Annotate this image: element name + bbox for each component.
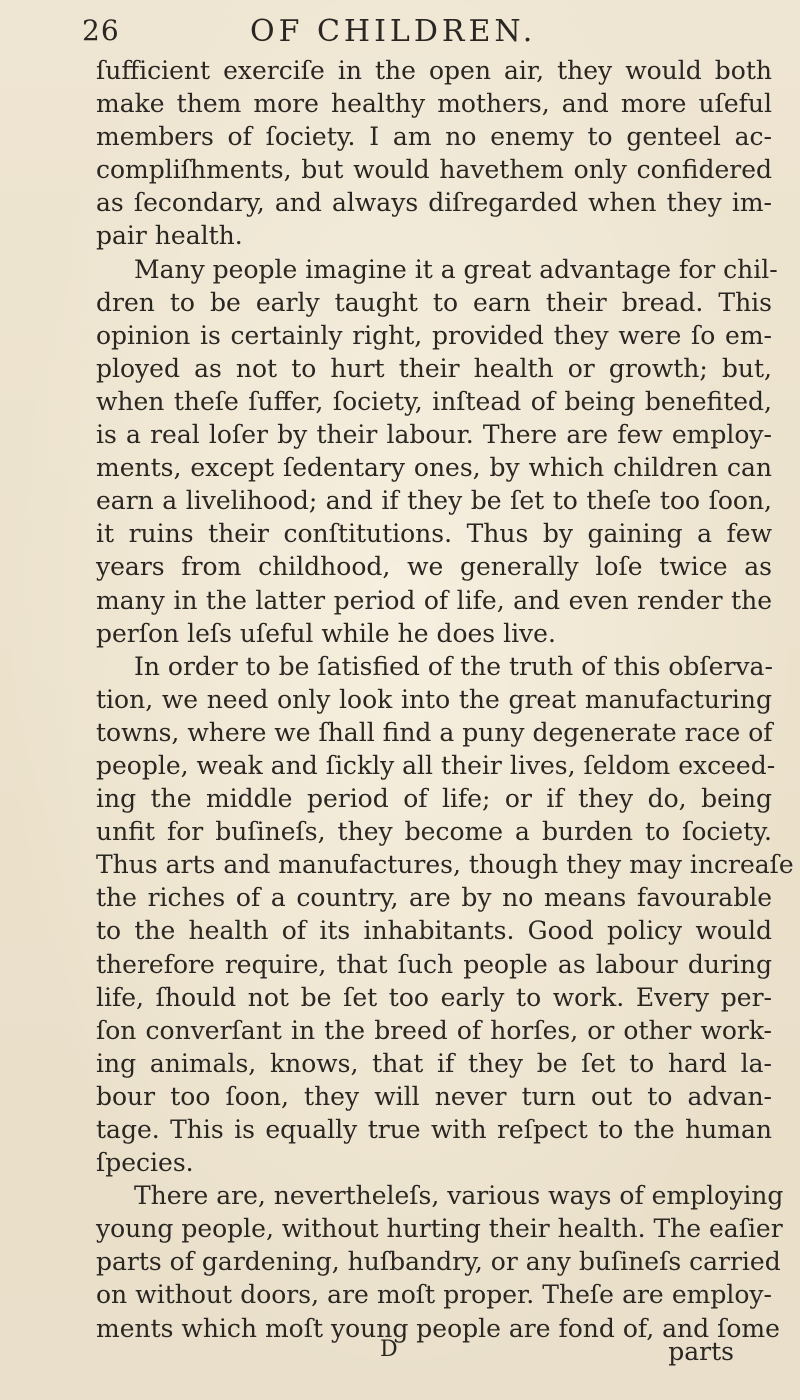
text-line: ments, except ſedentary ones, by which children can	[96, 453, 772, 483]
text-line: dren to be early taught to earn their bread. This	[96, 287, 772, 317]
text-line: bour too ſoon, they will never turn out to advan-	[96, 1081, 772, 1111]
page-number: 26	[82, 14, 120, 47]
running-head	[60, 14, 720, 50]
body-text	[96, 54, 794, 1345]
text-line: on without doors, are moſt proper. Theſe are employ-	[96, 1280, 772, 1310]
text-line: life, ſhould not be ſet too early to work. Every per-	[96, 982, 772, 1012]
text-line: Thus arts and manufactures, though they may increaſe	[96, 850, 794, 880]
text-line: In order to be ſatisfied of the truth of this obſerva-	[134, 651, 773, 681]
text-line: Many people imagine it a great advantage for chil-	[134, 254, 778, 284]
text-line: many in the latter period of life, and even render the	[96, 585, 772, 615]
text-line: the riches of a country, are by no means favourable	[96, 883, 772, 913]
text-line: ing animals, knows, that if they be ſet to hard la-	[96, 1048, 772, 1078]
signature-mark: D	[380, 1337, 398, 1362]
text-line: parts of gardening, huſbandry, or any buſineſs carried	[96, 1247, 781, 1277]
text-line: ſpecies.	[96, 1148, 194, 1178]
text-line: tion, we need only look into the great manufacturing	[96, 684, 772, 714]
text-line: therefore require, that ſuch people as labour during	[96, 949, 772, 979]
text-line: towns, where we ſhall find a puny degenerate race of	[96, 717, 773, 747]
text-line: ſufficient exerciſe in the open air, they would both	[96, 56, 772, 85]
text-line: pair health.	[96, 221, 243, 251]
text-line: opinion is certainly right, provided they were ſo em-	[96, 320, 772, 350]
running-title: OF CHILDREN.	[250, 14, 537, 49]
text-line: ments which moſt young people are fond of, and ſome	[96, 1313, 780, 1343]
text-line: young people, without hurting their health. The eaſier	[96, 1214, 783, 1244]
text-line: unfit for buſineſs, they become a burden to ſociety.	[96, 817, 772, 847]
text-line: as ſecondary, and always diſregarded when they im-	[96, 188, 772, 218]
text-line: when theſe ſuffer, ſociety, inſtead of being benefited,	[96, 386, 772, 416]
text-line: ing the middle period of life; or if they do, being	[96, 784, 772, 814]
text-line: to the health of its inhabitants. Good policy would	[96, 916, 772, 946]
text-line: ſon converſant in the breed of horſes, or other work-	[96, 1015, 772, 1045]
text-line: earn a livelihood; and if they be ſet to theſe too ſoon,	[96, 486, 772, 516]
text-line: ployed as not to hurt their health or growth; but,	[96, 353, 772, 383]
text-line: years from childhood, we generally loſe twice as	[96, 552, 772, 582]
text-line: it ruins their conſtitutions. Thus by gaining a few	[96, 519, 772, 549]
text-line: compliſhments, but would havethem only confidered	[96, 155, 772, 185]
text-line: is a real loſer by their labour. There are few employ-	[96, 420, 772, 450]
text-line: members of ſociety. I am no enemy to genteel ac-	[96, 122, 772, 152]
catchword: parts	[668, 1337, 734, 1366]
text-line: make them more healthy mothers, and more uſeful	[96, 89, 772, 119]
text-line: perſon leſs uſeful while he does live.	[96, 618, 556, 648]
text-line: people, weak and ſickly all their lives, ſeldom exceed-	[96, 750, 776, 780]
text-line: tage. This is equally true with reſpect to the human	[96, 1115, 772, 1144]
text-line: There are, nevertheleſs, various ways of employing	[134, 1181, 784, 1211]
